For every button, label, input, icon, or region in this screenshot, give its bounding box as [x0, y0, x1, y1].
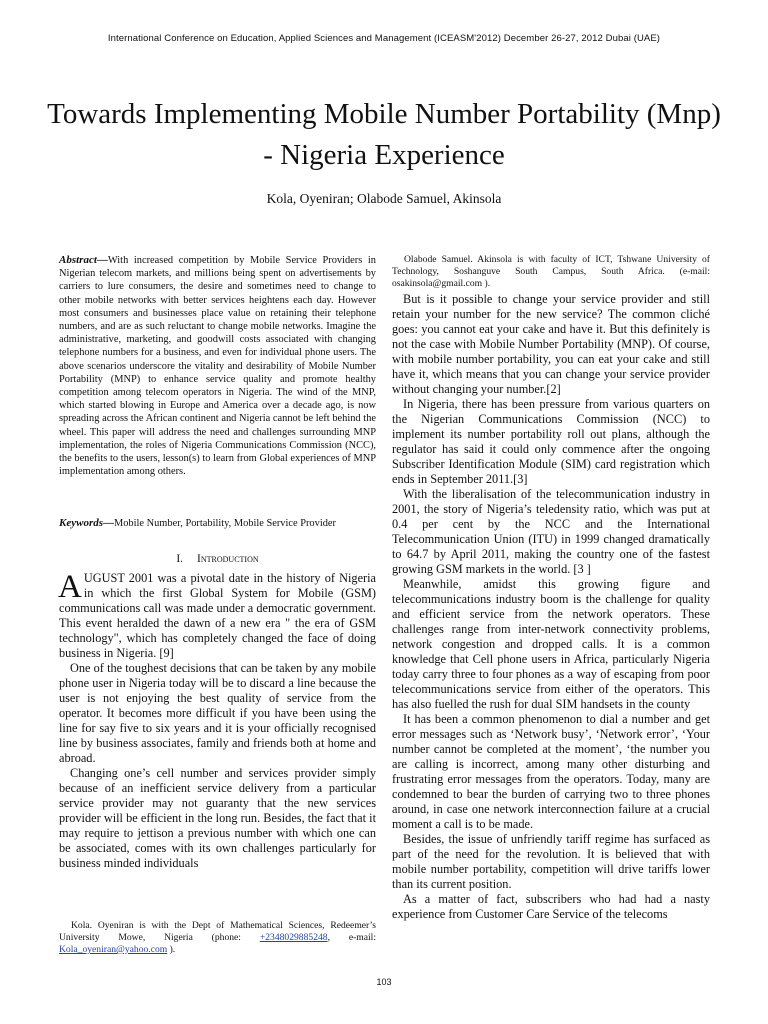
paper-authors: Kola, Oyeniran; Olabode Samuel, Akinsola: [266, 191, 502, 206]
keywords-label: Keywords—: [59, 517, 114, 529]
abstract-text: With increased competition by Mobile Service Providers in Nigerian telecom markets, and millions being spent on advertisements by carriers to lure consumers, the desire and sometimes need to change to other mobile networks with better services heightens each day. However most consumers and businesses place value on retaining their telephone numbers, and are as such reluctant to change mobile networks. Imagine the administrative, marketing, and goodwill costs associated with changing telephone numbers for a business, and even for individual phone users. The above scenarios underscore the vitality and desirability of Mobile Number Portability (MNP) to enhance service quality and promote healthy competition among telecom operators in Nigeria. The wind of the MNP, which started blowing in Europe and America over a decade ago, is now spreading across the African continent and Nigeria cannot be left behind the wheel. This paper will address the need and challenges surrounding MNP implementation, the roles of Nigeria Communications Commission (NCC), the benefits to the users, lesson(s) to learn from Global experiences of MNP implementation among others.: [59, 255, 376, 478]
introduction-body: [59, 571, 376, 871]
right-paragraph-6: Besides, the issue of unfriendly tariff regime has surfaced as part of the need for the revolution. It is believed that with mobile number portability, competition will drive tariffs lower than its current position.: [392, 832, 710, 891]
right-paragraph-4: Meanwhile, amidst this growing figure and telecommunications industry boom is the challenge for quality and efficient service from the network operators. These challenges range from inter-network connectivity problems, network congestion and dropped calls. It is a common knowledge that Cell phone users in Africa, particularly Nigeria today carry three to four phones as a way of escaping from poor telecommunications service from either of the operators. This has also fuelled the rush for dual SIM handsets in the county: [392, 577, 710, 711]
intro-paragraph-3: Changing one’s cell number and services provider simply because of an inefficient service delivery from a particular service provider may not guaranty that the new services provider will be efficient in the long run. Besides, the fact that it may require to jettison a previous number with which one can be associated, comes with its own challenges particularly for business minded individuals: [59, 766, 376, 870]
right-paragraph-3: With the liberalisation of the telecommunication industry in 2001, the story of Nigeria’s teledensity ratio, which was put at 0.4 per cent by the NCC and the International Telecommunication Union (ITU) in 1999 changed dramatically to 64.7 by April 2011, making the country one of the fastest growing GSM markets in the world. [3 ]: [392, 487, 710, 576]
right-paragraph-7: As a matter of fact, subscribers who had had a nasty experience from Customer Care Service of the telecoms: [392, 892, 710, 921]
intro-paragraph-1: AUGUST 2001 was a pivotal date in the history of Nigeria in which the first Global System for Mobile (GSM) communications call was made under a democratic government. This event heralded the dawn of a new era " the era of GSM technology", which has completely changed the face of doing business in Nigeria. [9]: [58, 569, 376, 660]
email-link[interactable]: Kola_oyeniran@yahoo.com: [59, 944, 168, 955]
keywords: [59, 516, 376, 531]
abstract: [59, 254, 376, 478]
drop-cap: A: [58, 569, 82, 605]
footnote-author-2: Olabode Samuel. Akinsola is with faculty of ICT, Tshwane University of Technology, Soshanguve South Campus, South Africa. (e-mail: osakinsola@gmail.com ).: [392, 254, 710, 289]
section-title: Introduction: [197, 553, 259, 565]
keywords-text: Mobile Number, Portability, Mobile Service Provider: [114, 518, 336, 529]
section-number: I.: [176, 553, 184, 565]
right-paragraph-5: It has been a common phenomenon to dial a number and get error messages such as ‘Network busy’, ‘Network error’, ‘Your number cannot be completed at the moment’, ‘the number you are calling is incorrect, among many other disturbing and frustrating error messages from the operators. Today, many are condemned to bear the burden of carrying two to three phones around, in case one network interconnection failure at a crucial moment a call is to be made.: [392, 712, 710, 831]
page-number: 103: [376, 977, 392, 987]
conference-header: International Conference on Education, Applied Sciences and Management (ICEASM'2012) December 26-27, 2012 Dubai (UAE): [107, 33, 661, 44]
section-heading-introduction: [59, 553, 376, 565]
right-paragraph-1: But is it possible to change your service provider and still retain your number for the new service? The common cliché goes: you cannot eat your cake and have it. But this definitely is not the case with Mobile Number Portability (MNP). Of course, with mobile number portability, you can eat your cake and still have it, which means that you can change your service provider without changing your number.[2]: [392, 292, 710, 396]
paper-title: Towards Implementing Mobile Number Portability (Mnp) - Nigeria Experience: [47, 98, 721, 171]
intro-paragraph-2: One of the toughest decisions that can be taken by any mobile phone user in Nigeria today will be to discard a line because the user is not enjoying the best quality of service from the operator. It becomes more difficult if you have been using the line for say five to six years and it is your officially recognised line by business associates, family and friends both at home and abroad.: [59, 661, 376, 765]
footnote-author-1: Kola. Oyeniran is with the Dept of Mathematical Sciences, Redeemer’s University Mowe, Nigeria (phone: +2348029885248, e-mail: Kola_oyeniran@yahoo.com ).: [59, 920, 376, 955]
phone-link[interactable]: +2348029885248: [259, 932, 328, 943]
abstract-label: Abstract—: [59, 254, 108, 266]
right-column-body: [392, 292, 710, 922]
right-paragraph-2: In Nigeria, there has been pressure from various quarters on the Nigerian Communications Commission (NCC) to implement its number portability roll out plans, although the regulator has said it could only commence after the ongoing Subscriber Identification Module (SIM) card registration which ends in September 2011.[3]: [392, 397, 710, 486]
